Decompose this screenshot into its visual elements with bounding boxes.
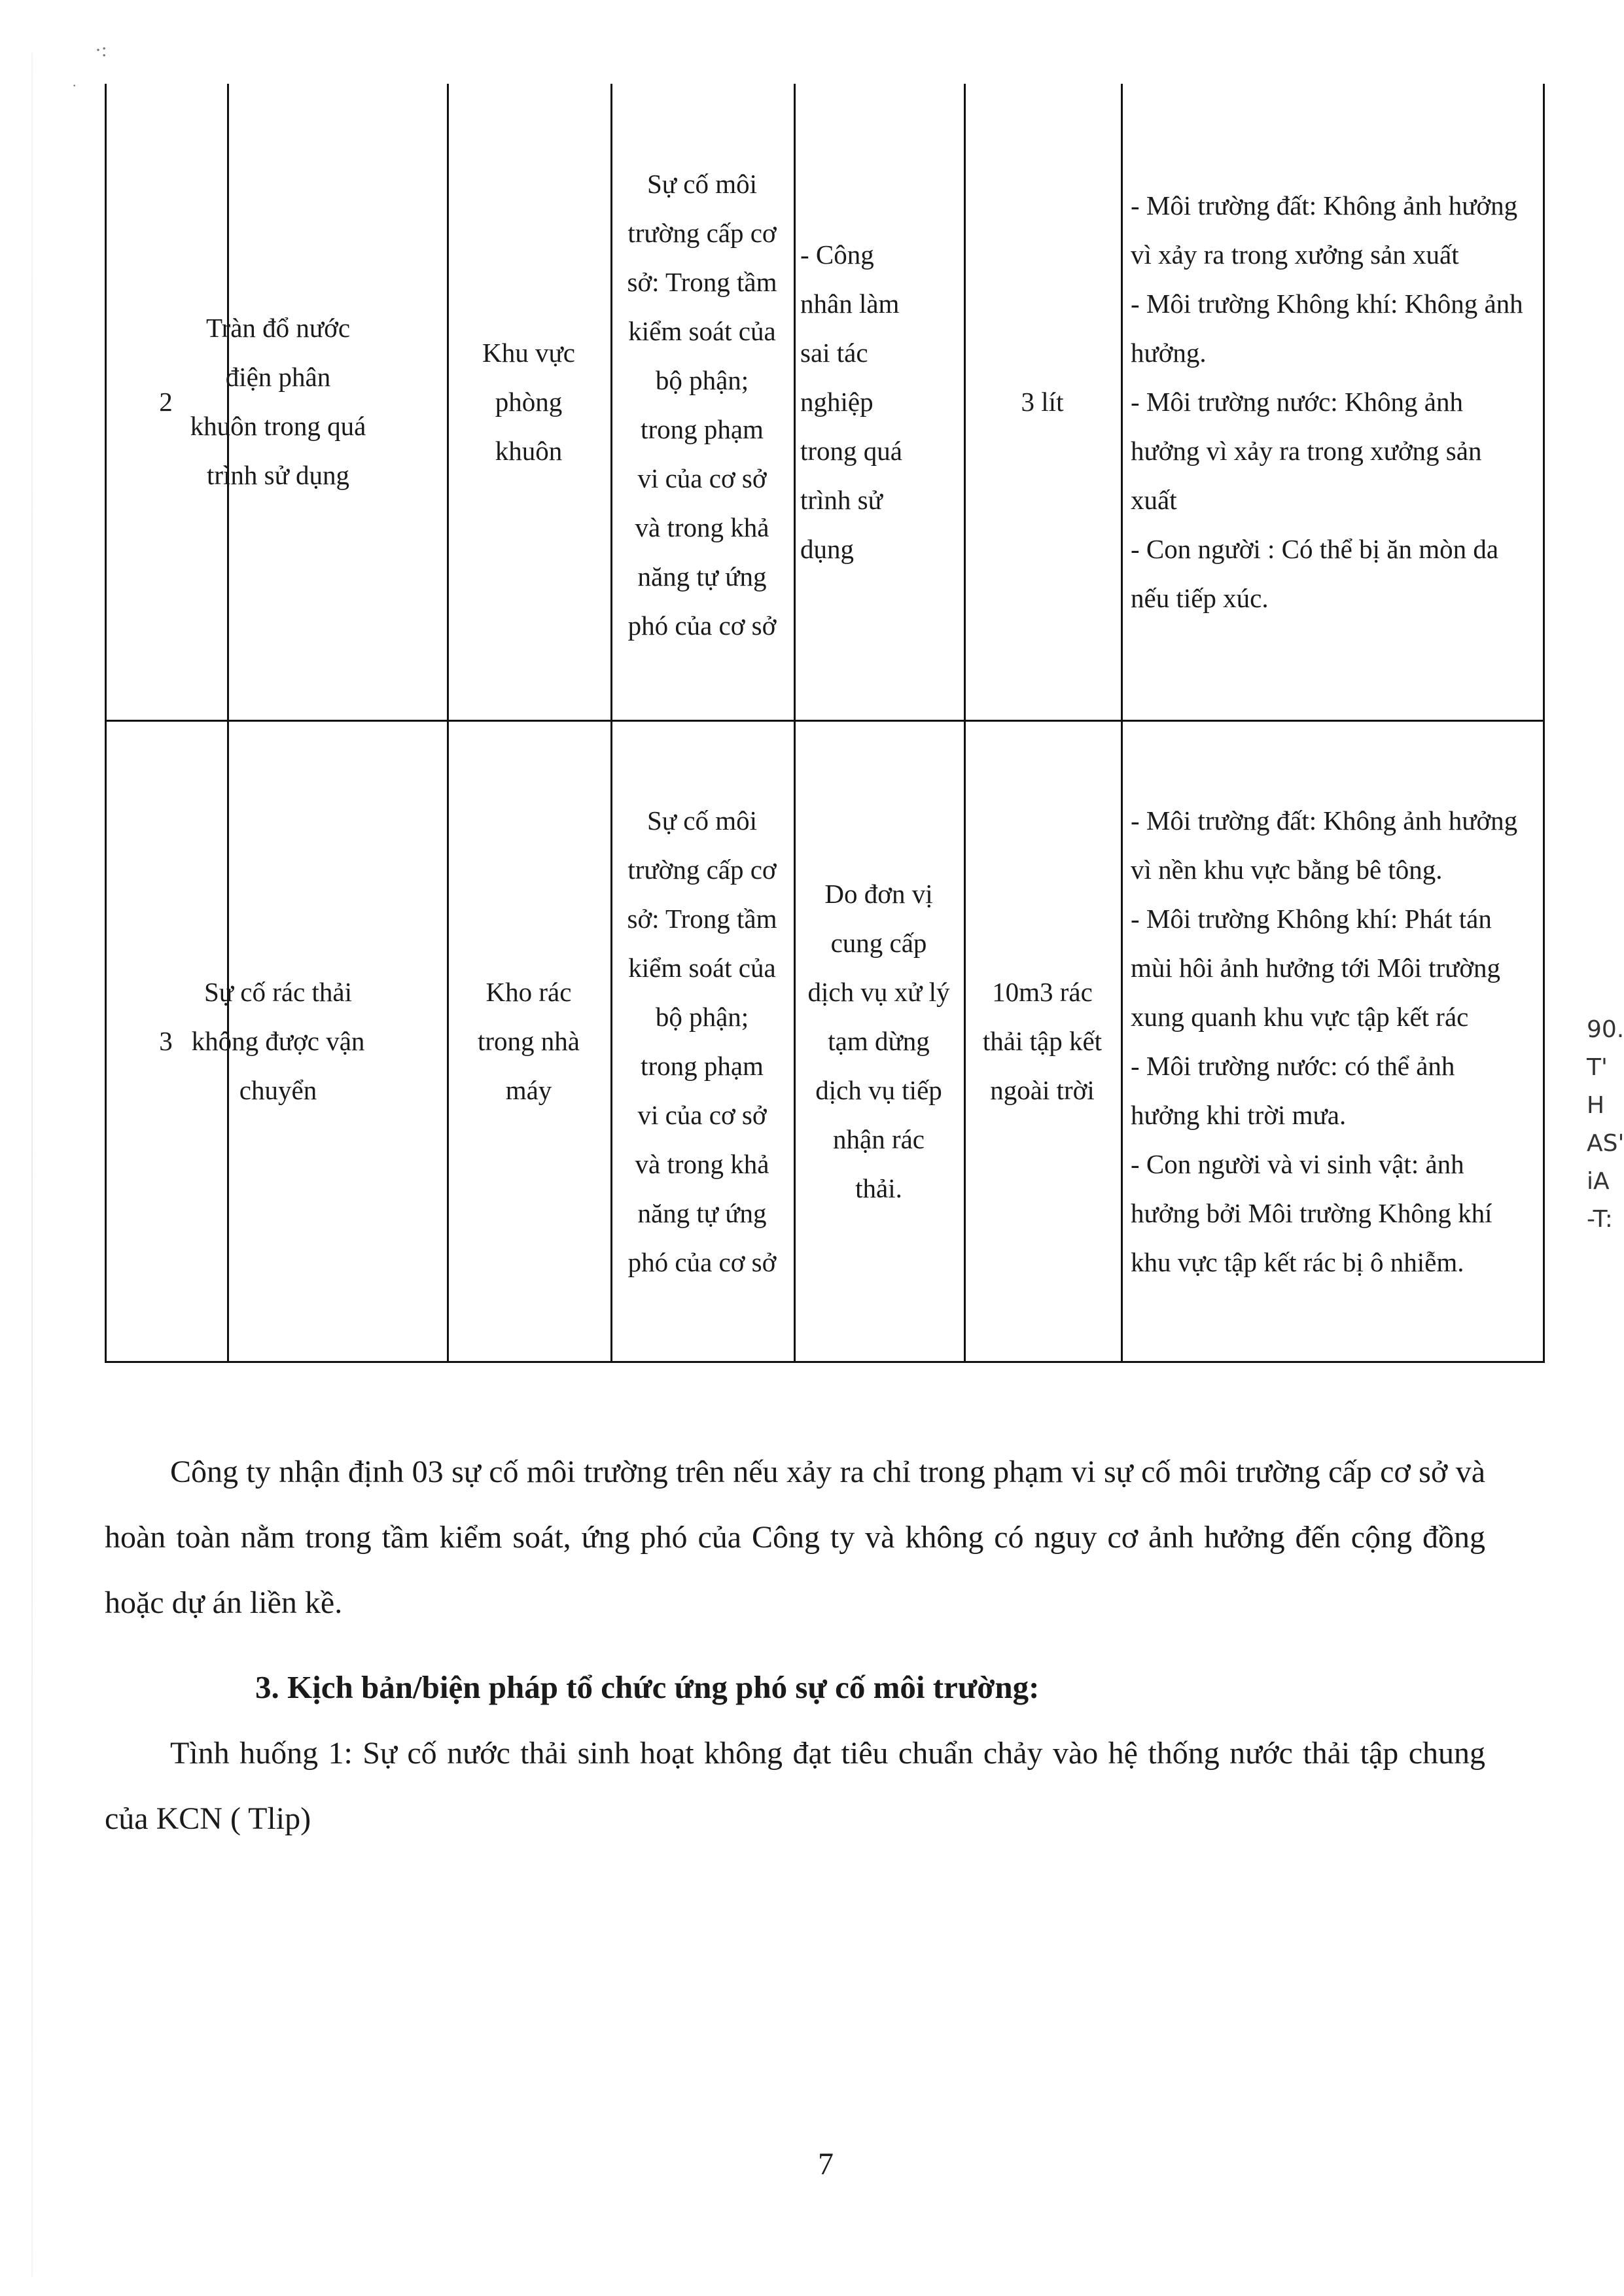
row-number: 3: [159, 1026, 173, 1056]
incident-cell: Sự cố rác thải không được vận chuyển: [191, 977, 365, 1105]
impact-line: - Môi trường nước: có thể ảnh hưởng khi trời mưa.: [1131, 1050, 1455, 1130]
impact-line: - Con người và vi sinh vật: ảnh hưởng bởi Môi trường Không khí khu vực tập kết rác bị ô nhiễm.: [1131, 1148, 1492, 1277]
stamp-fragment: 90. T' H AS' iA -T:: [1587, 1016, 1624, 1233]
cause-cell: Do đơn vị cung cấp dịch vụ xử lý tạm dừng dịch vụ tiếp nhận rác thải.: [807, 879, 950, 1203]
level-cell: Sự cố môi trường cấp cơ sở: Trong tầm kiểm soát của bộ phận; trong phạm vi của cơ sở và trong khả năng tự ứng phó của cơ sở: [627, 805, 777, 1277]
impact-line: - Môi trường nước: Không ảnh hưởng vì xảy ra trong xưởng sản xuất: [1131, 386, 1482, 515]
impact-line: - Môi trường Không khí: Không ảnh hưởng.: [1131, 288, 1523, 368]
impact-line: - Con người : Có thể bị ăn mòn da nếu tiếp xúc.: [1131, 533, 1499, 613]
scan-speck: ·:: [95, 39, 107, 61]
section-heading: 3. Kịch bản/biện pháp tổ chức ứng phó sự cố môi trường:: [255, 1669, 1040, 1705]
table-border: [1121, 84, 1123, 1363]
level-cell: Sự cố môi trường cấp cơ sở: Trong tầm kiểm soát của bộ phận; trong phạm vi của cơ sở và trong khả năng tự ứng phó của cơ sở: [627, 169, 777, 641]
incident-table: [105, 84, 1544, 1363]
scan-speck: ·: [72, 77, 77, 94]
table-border: [105, 1361, 1544, 1363]
quantity-cell: 10m3 rác thải tập kết ngoài trời: [982, 977, 1103, 1105]
page-number: 7: [818, 2147, 834, 2181]
impact-line: - Môi trường đất: Không ảnh hưởng vì xảy ra trong xưởng sản xuất: [1131, 190, 1518, 270]
impact-cell: [1131, 84, 1536, 720]
incident-cell: Tràn đổ nước điện phân khuôn trong quá trình sử dụng: [190, 313, 366, 490]
impact-line: - Môi trường Không khí: Phát tán mùi hôi ảnh hưởng tới Môi trường xung quanh khu vực tập kết rác: [1131, 903, 1501, 1032]
row-number: 2: [159, 386, 173, 417]
table-border: [1543, 84, 1545, 1363]
impact-cell: [1131, 722, 1536, 1361]
cause-cell: - Công nhân làm sai tác nghiệp trong quá trình sử dụng: [800, 239, 902, 564]
quantity-cell: 3 lít: [1021, 386, 1064, 417]
scan-edge-shadow: [31, 52, 33, 2277]
location-cell: Kho rác trong nhà máy: [478, 977, 580, 1105]
conclusion-paragraph: Công ty nhận định 03 sự cố môi trường trên nếu xảy ra chỉ trong phạm vi sự cố môi trường cấp cơ sở và hoàn toàn nằm trong tầm kiểm soát, ứng phó của Công ty và không có nguy cơ ảnh hưởng đến cộng đồng hoặc dự án liền kề.: [105, 1455, 1485, 1620]
scenario-paragraph: Tình huống 1: Sự cố nước thải sinh hoạt không đạt tiêu chuẩn chảy vào hệ thống nước thải tập chung của KCN ( Tlip): [105, 1736, 1485, 1836]
location-cell: Khu vực phòng khuôn: [482, 337, 575, 466]
impact-line: - Môi trường đất: Không ảnh hưởng vì nền khu vực bằng bê tông.: [1131, 805, 1518, 885]
